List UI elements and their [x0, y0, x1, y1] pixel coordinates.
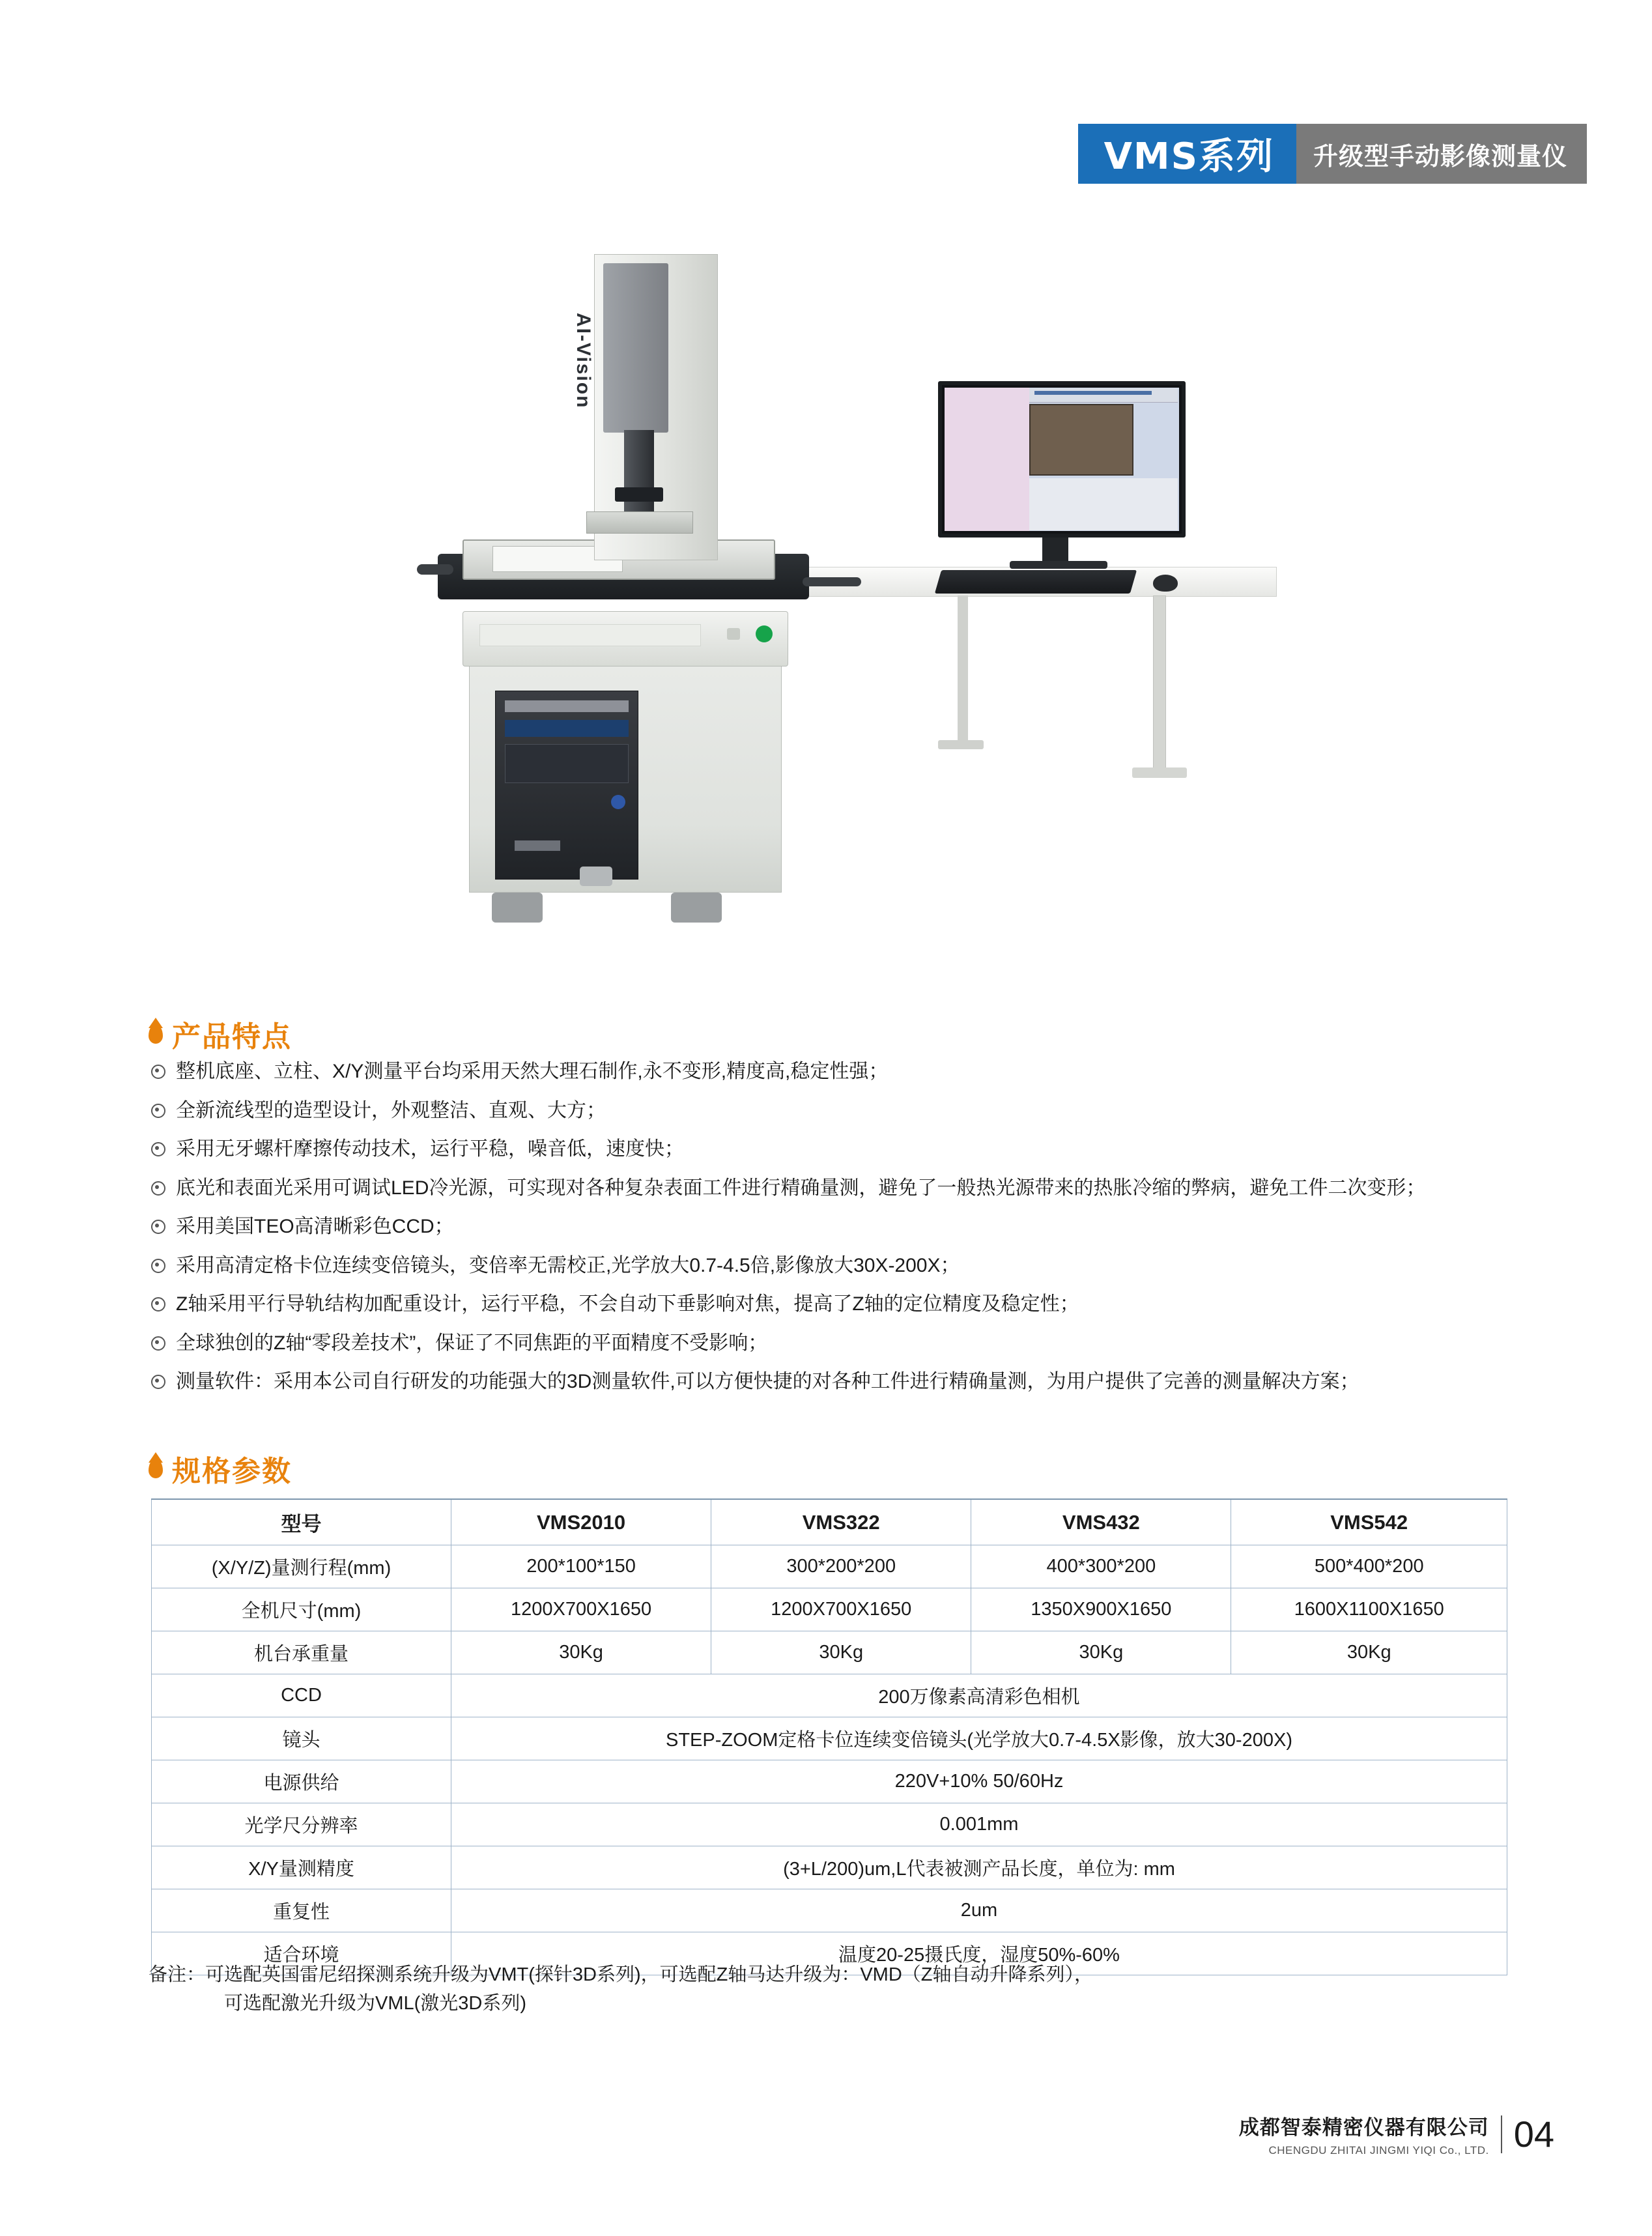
feature-text: 全球独创的Z轴“零段差技术”，保证了不同焦距的平面精度不受影响；: [176, 1332, 768, 1354]
row-label: (X/Y/Z)量测行程(mm): [152, 1545, 451, 1588]
footer-divider: [1501, 2115, 1502, 2153]
feature-text: 采用高清定格卡位连续变倍镜头，变倍率无需校正,光学放大0.7-4.5倍,影像放大30X-200X；: [176, 1254, 960, 1276]
list-item: [151, 1214, 1545, 1240]
note-line-1: 备注：可选配英国雷尼绍探测系统升级为VMT(探针3D系列)，可选配Z轴马达升级为：VMD（Z轴自动升降系列），: [149, 1964, 1093, 1985]
list-item: [151, 1253, 1545, 1280]
monitor-foot: [1010, 561, 1107, 569]
list-item: [151, 1136, 1545, 1163]
desk-foot-rear: [938, 740, 984, 749]
bullet-icon: [151, 1336, 165, 1351]
table-cell: STEP-ZOOM定格卡位连续变倍镜头(光学放大0.7-4.5X影像，放大30-200X): [451, 1717, 1507, 1760]
row-label: CCD: [152, 1674, 451, 1717]
table-cell: 1600X1100X1650: [1231, 1588, 1507, 1631]
stage-knob-left: [417, 564, 453, 575]
feature-text: 全新流线型的造型设计，外观整洁、直观、大方；: [176, 1099, 606, 1121]
machine-foot-left: [492, 893, 543, 923]
row-label: 重复性: [152, 1889, 451, 1932]
desk-leg-rear: [958, 595, 968, 745]
desk-foot-front: [1132, 767, 1187, 778]
table-row: [152, 1803, 1507, 1846]
table-header-cell: VMS432: [971, 1499, 1231, 1545]
bullet-icon: [151, 1297, 165, 1312]
control-panel-label: [479, 624, 701, 646]
spec-note: [149, 1961, 1093, 2018]
software-data-panel: [1029, 478, 1178, 530]
table-cell: 1200X700X1650: [451, 1588, 711, 1631]
tower-front-panel: [505, 720, 629, 737]
table-cell: 200万像素高清彩色相机: [451, 1674, 1507, 1717]
table-header-cell: 型号: [152, 1499, 451, 1545]
header-banner: [1078, 124, 1587, 184]
list-item: [151, 1059, 1545, 1085]
page-number: 04: [1513, 2114, 1554, 2155]
tower-power-button: [611, 795, 625, 809]
spec-table-wrapper: [151, 1498, 1507, 1975]
software-left-panel: [945, 388, 1029, 531]
specs-title: 规格参数: [172, 1455, 292, 1487]
company-name-en: CHENGDU ZHITAI JINGMI YIQI Co., LTD.: [1268, 2144, 1489, 2157]
bullet-icon: [151, 1065, 165, 1079]
control-panel-button: [727, 628, 740, 640]
table-cell: 300*200*200: [711, 1545, 971, 1588]
features-title: 产品特点: [172, 1021, 292, 1053]
table-row: [152, 1674, 1507, 1717]
page-footer: [1239, 2111, 1554, 2157]
table-header-cell: VMS322: [711, 1499, 971, 1545]
table-cell: 220V+10% 50/60Hz: [451, 1760, 1507, 1803]
table-cell: 200*100*150: [451, 1545, 711, 1588]
list-item: [151, 1369, 1545, 1396]
bullet-icon: [151, 1142, 165, 1156]
list-item: [151, 1098, 1545, 1125]
table-row: [152, 1846, 1507, 1889]
zoom-lens: [624, 430, 654, 515]
feature-text: 整机底座、立柱、X/Y测量平台均采用天然大理石制作,永不变形,精度高,稳定性强；: [176, 1061, 889, 1082]
table-cell: 30Kg: [971, 1631, 1231, 1674]
bullet-icon: [151, 1104, 165, 1118]
features-heading: [149, 1013, 292, 1055]
row-label: 电源供给: [152, 1760, 451, 1803]
drop-icon: [149, 1459, 163, 1478]
lens-ring: [615, 487, 663, 502]
table-header-row: [152, 1499, 1507, 1545]
note-line-2: 可选配激光升级为VML(激光3D系列): [224, 1992, 527, 2014]
computer-tower: [495, 691, 638, 880]
company-name-cn: 成都智泰精密仪器有限公司: [1238, 2116, 1489, 2139]
list-item: [151, 1175, 1545, 1202]
spec-table: [151, 1498, 1507, 1975]
table-cell: (3+L/200)um,L代表被测产品长度，单位为: mm: [451, 1846, 1507, 1889]
product-photo: [365, 215, 1296, 984]
row-label: 机台承重量: [152, 1631, 451, 1674]
features-list: [151, 1059, 1545, 1408]
stage-knob-right: [803, 577, 861, 586]
feature-text: 采用无牙螺杆摩擦传动技术，运行平稳，噪音低，速度快；: [176, 1138, 684, 1160]
specs-heading: [149, 1448, 292, 1489]
bullet-icon: [151, 1375, 165, 1389]
table-cell: 0.001mm: [451, 1803, 1507, 1846]
machine-foot-center: [580, 867, 612, 886]
table-cell: 温度20-25摄氏度，湿度50%-60%: [451, 1932, 1507, 1975]
banner-series-label: VMS系列: [1078, 124, 1296, 184]
table-row: [152, 1631, 1507, 1674]
keyboard: [935, 570, 1137, 594]
software-image-view: [1029, 404, 1133, 476]
software-progress-bar: [1034, 391, 1152, 395]
table-row: [152, 1545, 1507, 1588]
feature-text: 测量软件：采用本公司自行研发的功能强大的3D测量软件,可以方便快捷的对各种工件进行精确量测，为用户提供了完善的测量解决方案；: [176, 1371, 1360, 1392]
table-header-cell: VMS2010: [451, 1499, 711, 1545]
row-label: 适合环境: [152, 1932, 451, 1975]
tower-logo: [515, 840, 560, 851]
table-cell: 500*400*200: [1231, 1545, 1507, 1588]
table-cell: 30Kg: [1231, 1631, 1507, 1674]
banner-subtitle-label: 升级型手动影像测量仪: [1296, 124, 1587, 184]
row-label: 镜头: [152, 1717, 451, 1760]
list-item: [151, 1330, 1545, 1357]
footer-company: [1239, 2111, 1489, 2157]
column-z-rail: [603, 263, 668, 433]
table-row: [152, 1717, 1507, 1760]
power-indicator: [756, 625, 773, 642]
table-row: [152, 1588, 1507, 1631]
row-label: 光学尺分辨率: [152, 1803, 451, 1846]
bullet-icon: [151, 1220, 165, 1234]
row-label: 全机尺寸(mm): [152, 1588, 451, 1631]
feature-text: Z轴采用平行导轨结构加配重设计，运行平稳，不会自动下垂影响对焦，提高了Z轴的定位精度及稳定性；: [176, 1293, 1079, 1315]
tower-optical-drive: [505, 700, 629, 712]
mouse: [1153, 575, 1178, 592]
list-item: [151, 1291, 1545, 1318]
feature-text: 采用美国TEO高清晰彩色CCD；: [176, 1216, 454, 1237]
drop-icon: [149, 1024, 163, 1044]
brand-label: AI-Vision: [573, 313, 594, 409]
feature-text: 底光和表面光采用可调试LED冷光源，可实现对各种复杂表面工件进行精确量测，避免了一般热光源带来的热胀冷缩的弊病，避免工件二次变形；: [176, 1177, 1426, 1199]
machine-foot-right: [671, 893, 722, 923]
table-header-cell: VMS542: [1231, 1499, 1507, 1545]
lens-mount: [586, 511, 693, 534]
table-cell: 30Kg: [711, 1631, 971, 1674]
table-cell: 1200X700X1650: [711, 1588, 971, 1631]
table-cell: 1350X900X1650: [971, 1588, 1231, 1631]
bullet-icon: [151, 1259, 165, 1273]
table-cell: 400*300*200: [971, 1545, 1231, 1588]
row-label: X/Y量测精度: [152, 1846, 451, 1889]
desk-leg-front: [1153, 595, 1166, 771]
table-row: [152, 1760, 1507, 1803]
bullet-icon: [151, 1181, 165, 1196]
table-cell: 2um: [451, 1889, 1507, 1932]
table-row: [152, 1889, 1507, 1932]
tower-vent: [505, 744, 629, 783]
table-cell: 30Kg: [451, 1631, 711, 1674]
